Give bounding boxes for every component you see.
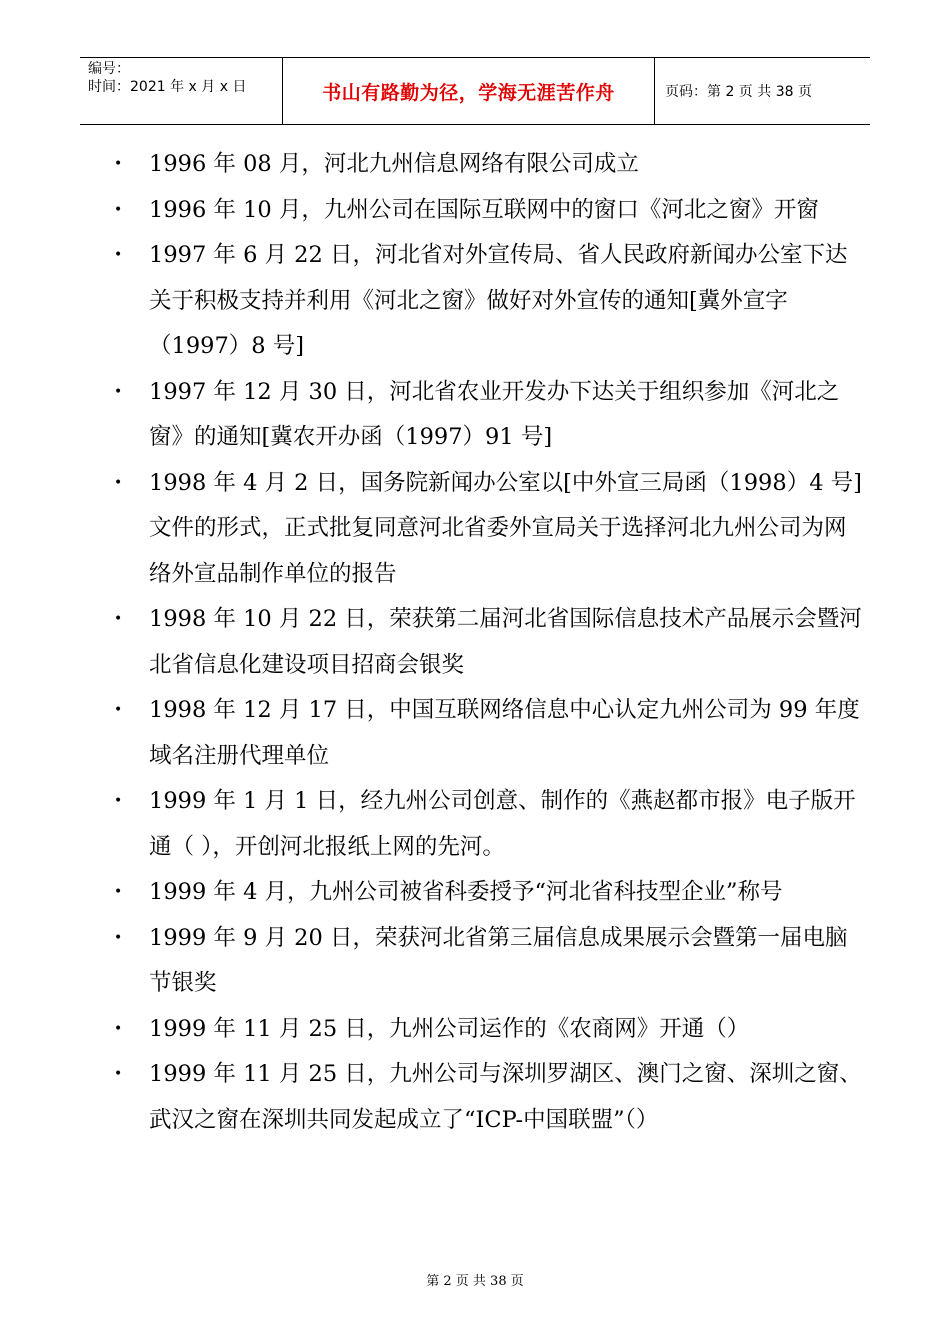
list-item: [112, 597, 862, 688]
footer-page-number: 第 2 页 共 38 页: [426, 1274, 524, 1289]
header-page-code: 页码：第 2 页 共 38 页: [665, 84, 812, 100]
bullet-icon: •: [114, 611, 123, 627]
bullet-icon: •: [114, 929, 123, 946]
entry-text: 1998 年 12 月 17 日，中国互联网络信息中心认定九州公司为 99 年度域名注册代理单位: [149, 697, 860, 769]
timeline-list: [112, 142, 862, 1143]
page-header: [80, 57, 870, 125]
list-item: [112, 1007, 862, 1053]
page-code-cell: [655, 58, 870, 124]
entry-text: 1999 年 11 月 25 日，九州公司运作的《农商网》开通（）: [149, 1015, 750, 1042]
list-item: [112, 461, 862, 598]
page-footer: [0, 1270, 950, 1289]
header-meta-cell: [80, 58, 282, 124]
entry-text: 1998 年 4 月 2 日，国务院新闻办公室以[中外宣三局函（1998）4 号]文件的形式，正式批复同意河北省委外宣局关于选择河北九州公司为网络外宣品制作单位的报告: [149, 469, 862, 587]
entry-text: 1997 年 6 月 22 日，河北省对外宣传局、省人民政府新闻办公室下达关于积极支持并利用《河北之窗》做好对外宣传的通知[冀外宣字（1997）8 号]: [149, 242, 848, 359]
bullet-icon: •: [114, 884, 123, 900]
list-item: [112, 916, 862, 1007]
bullet-icon: •: [114, 1020, 123, 1037]
bullet-icon: •: [114, 702, 123, 718]
bullet-icon: •: [114, 383, 123, 400]
bullet-icon: •: [114, 156, 123, 172]
entry-text: 1996 年 10 月，九州公司在国际互联网中的窗口《河北之窗》开窗: [149, 196, 819, 223]
bullet-icon: •: [114, 201, 123, 218]
bullet-icon: •: [114, 1066, 123, 1082]
list-item: [112, 370, 862, 461]
list-item: [112, 142, 862, 188]
motto-cell: [282, 58, 655, 124]
bullet-icon: •: [114, 474, 123, 491]
list-item: [112, 688, 862, 779]
list-item: [112, 233, 862, 370]
entry-text: 1999 年 4 月，九州公司被省科委授予“河北省科技型企业”称号: [149, 879, 783, 905]
list-item: [112, 870, 862, 916]
header-motto: 书山有路勤为径，学海无涯苦作舟: [322, 81, 615, 104]
number-label: 编号：: [88, 61, 130, 77]
list-item: [112, 779, 862, 870]
entry-text: 1999 年 9 月 20 日，荣获河北省第三届信息成果展示会暨第一届电脑节银奖: [149, 924, 848, 996]
entry-text: 1999 年 11 月 25 日，九州公司与深圳罗湖区、澳门之窗、深圳之窗、武汉之窗在深圳共同发起成立了“ICP-中国联盟”（）: [149, 1061, 862, 1133]
entry-text: 1998 年 10 月 22 日，荣获第二届河北省国际信息技术产品展示会暨河北省信息化建设项目招商会银奖: [149, 606, 862, 678]
bullet-icon: •: [114, 247, 123, 263]
list-item: [112, 188, 862, 234]
time-label: 时间：2021 年 x 月 x 日: [88, 79, 247, 95]
entry-text: 1996 年 08 月，河北九州信息网络有限公司成立: [149, 151, 639, 177]
entry-text: 1997 年 12 月 30 日，河北省农业开发办下达关于组织参加《河北之窗》的通知[冀农开办函（1997）91 号]: [149, 378, 840, 450]
bullet-icon: •: [114, 793, 123, 809]
entry-text: 1999 年 1 月 1 日，经九州公司创意、制作的《燕赵都市报》电子版开通（ ），开创河北报纸上网的先河。: [149, 788, 856, 860]
list-item: [112, 1052, 862, 1143]
